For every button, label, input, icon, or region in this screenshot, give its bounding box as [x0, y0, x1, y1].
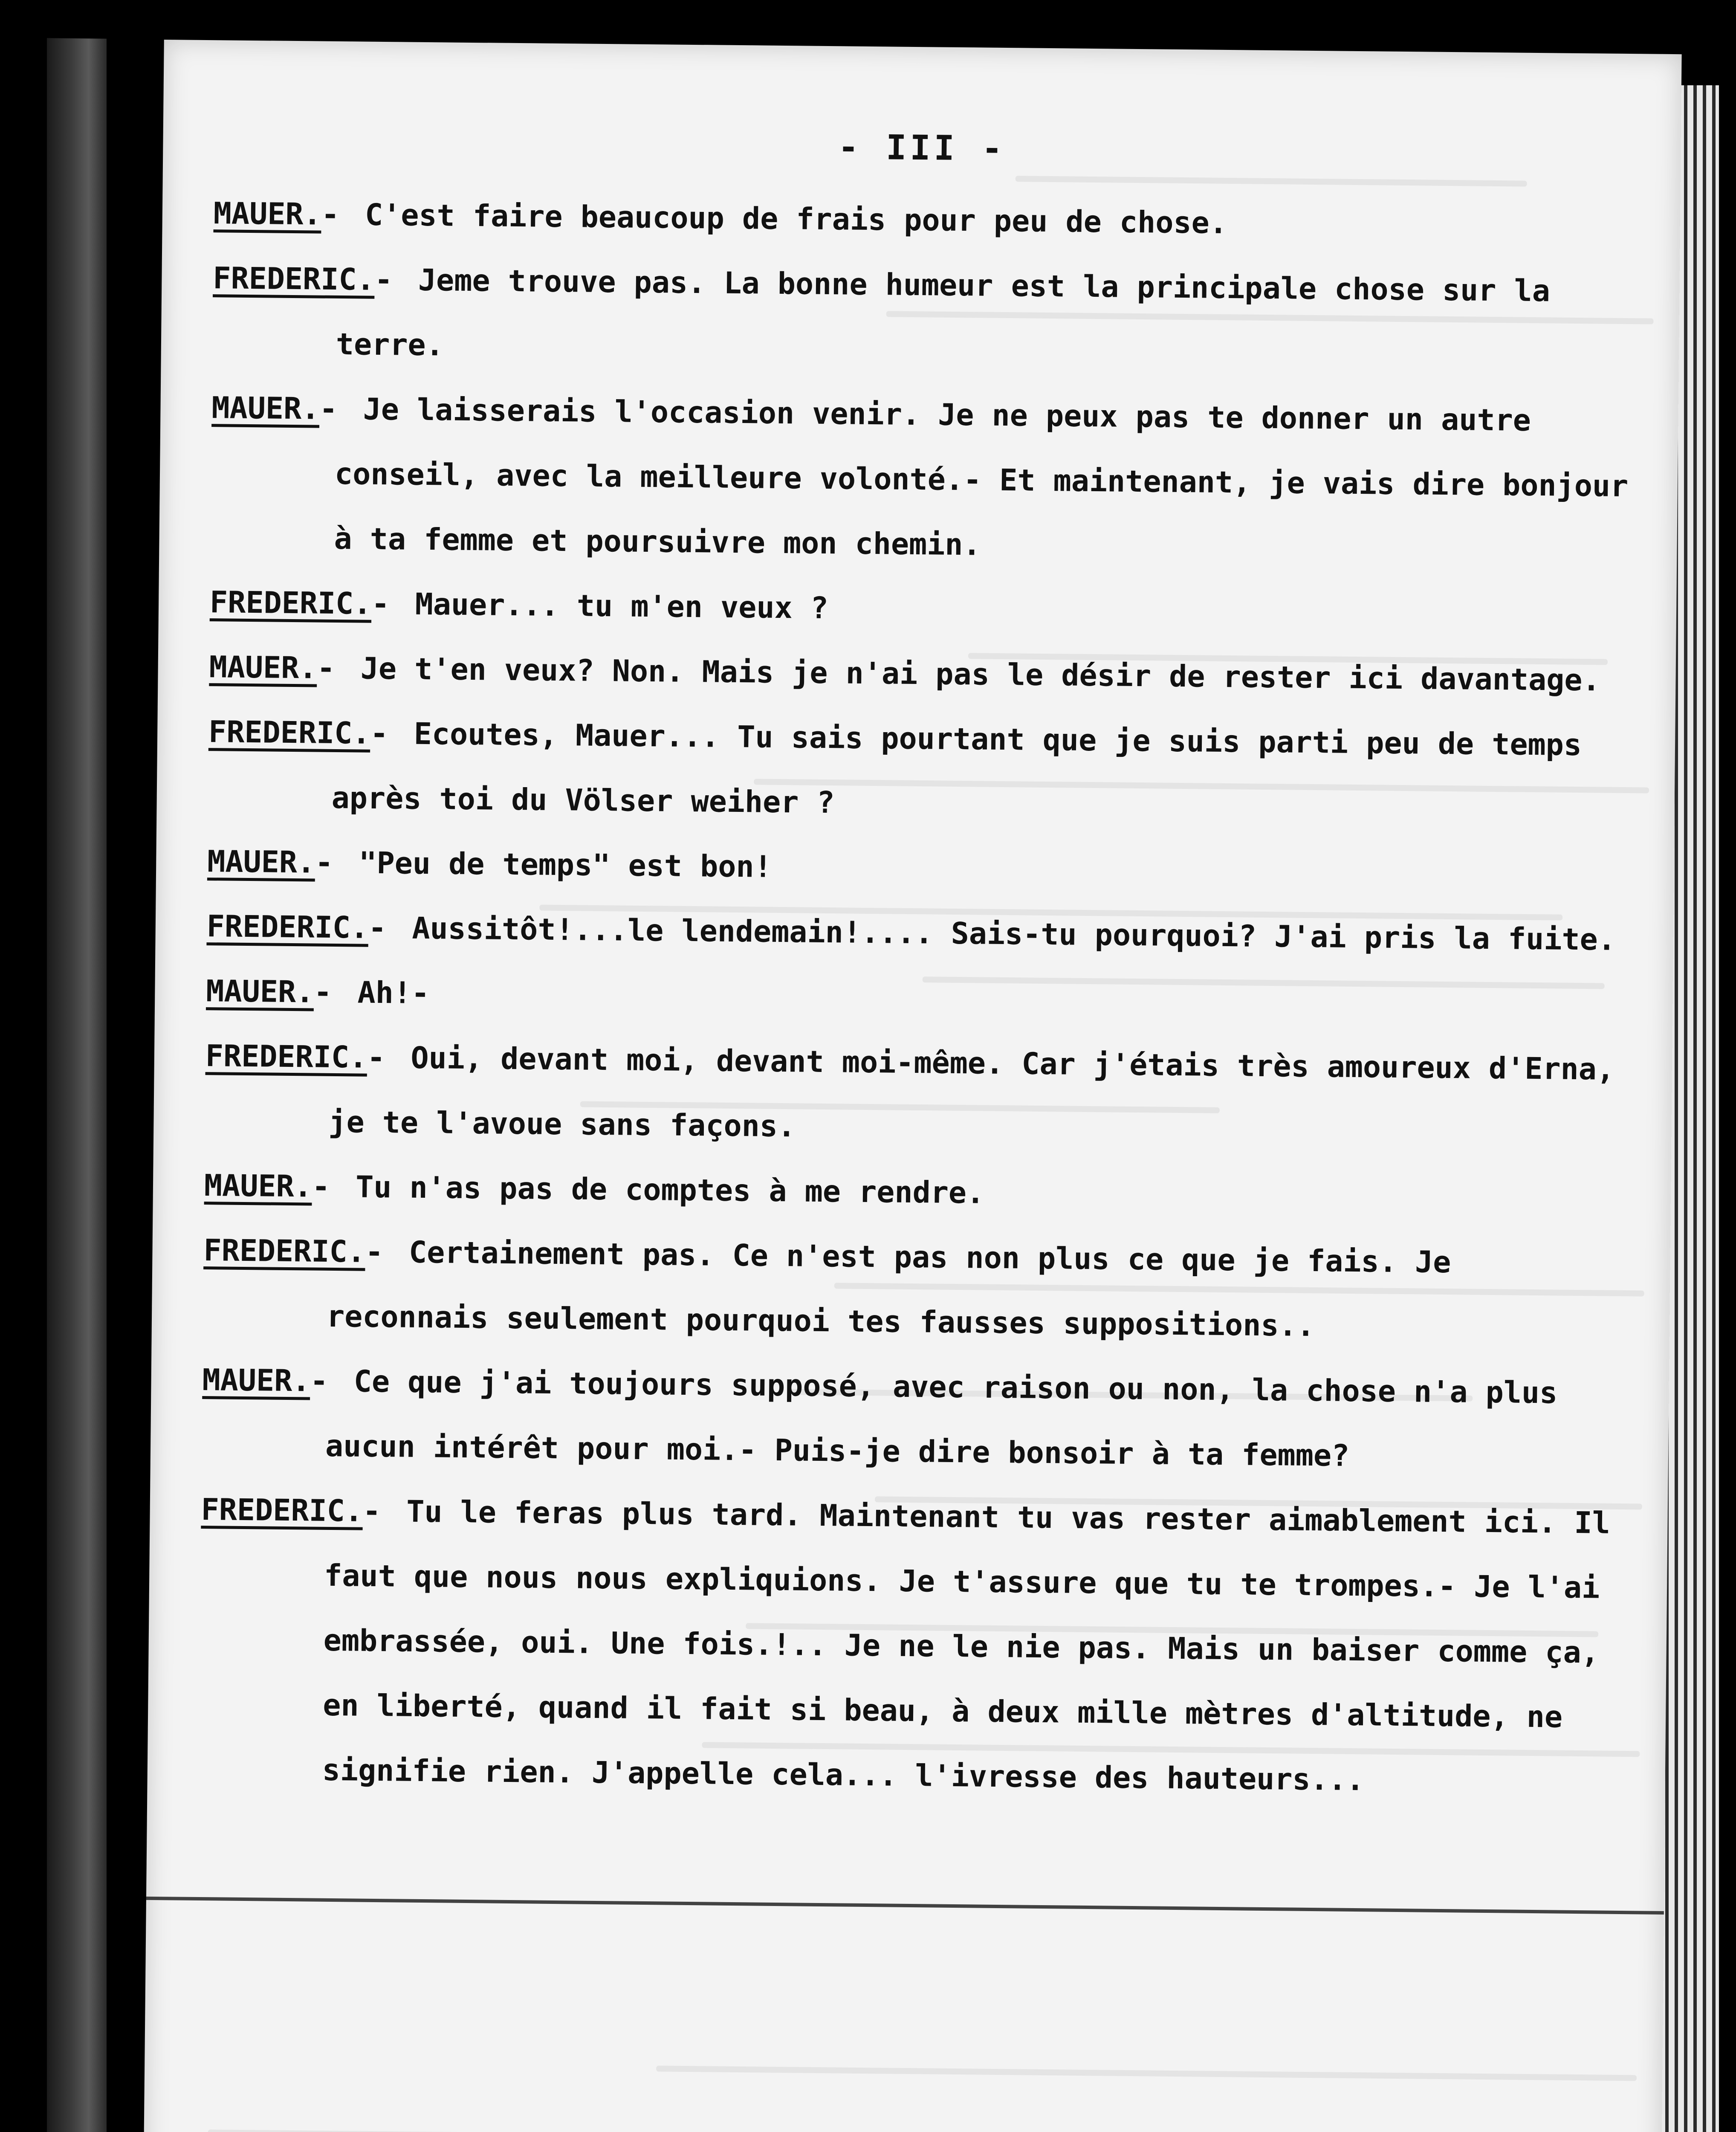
speaker-separator: - [319, 391, 338, 426]
dialogue-text: Je laisserais l'occasion venir. Je ne peux pas te donner un autre conseil, avec la meilleure volonté.- Et maintenant, je vais dire bonjour à ta femme et poursuivre mon chemin. [334, 391, 1629, 562]
dialogue-entry [203, 1218, 1628, 1361]
dialogue-text: "Peu de temps" est bon! [359, 845, 773, 884]
speaker-name: FREDERIC. [209, 585, 372, 621]
dialogue-text: Mauer... tu m'en veux ? [415, 586, 829, 626]
speaker-separator: - [310, 1363, 329, 1399]
speaker-name: MAUER. [207, 844, 315, 880]
speaker-separator: - [367, 1040, 385, 1075]
dialogue-text: Je t'en veux? Non. Mais je n'ai pas le désir de rester ici davantage. [360, 651, 1601, 698]
speaker-separator: - [368, 910, 387, 946]
dialogue-text: Jeme trouve pas. La bonne humeur est la principale chose sur la terre. [336, 262, 1551, 363]
speaker-separator: - [315, 845, 333, 880]
speaker-name: FREDERIC. [206, 909, 369, 945]
speaker-separator: - [374, 262, 393, 298]
speaker-separator: - [317, 650, 336, 686]
dialogue-text: Ce que j'ai toujours supposé, avec raison ou non, la chose n'a plus aucun intérêt pour moi.- Puis-je dire bonsoir à ta femme? [325, 1364, 1558, 1473]
speaker-name: MAUER. [213, 196, 322, 232]
typewritten-page [143, 40, 1681, 2132]
speaker-name: FREDERIC. [201, 1492, 363, 1529]
fold-line [146, 1897, 1664, 1915]
dialogue-block [198, 181, 1638, 1815]
speaker-separator: - [371, 586, 390, 622]
speaker-separator: - [321, 197, 340, 232]
speaker-separator: - [313, 974, 332, 1010]
dialogue-text: Ah!- [357, 975, 430, 1011]
speaker-name: MAUER. [209, 649, 317, 686]
dialogue-text: Certainement pas. Ce n'est pas non plus ce que je fais. Je reconnais seulement pourquoi tes fausses suppositions.. [326, 1234, 1451, 1344]
speaker-separator: - [365, 1234, 384, 1270]
dialogue-entry [205, 1023, 1630, 1167]
dialogue-text: C'est faire beaucoup de frais pour peu de chose. [365, 197, 1228, 240]
dialogue-entry [212, 246, 1637, 389]
speaker-name: FREDERIC. [213, 261, 375, 297]
dialogue-entry [198, 1477, 1625, 1815]
speaker-name: MAUER. [202, 1362, 310, 1399]
speaker-name: FREDERIC. [203, 1233, 366, 1269]
dialogue-entry [210, 375, 1636, 583]
speaker-name: MAUER. [204, 1168, 312, 1204]
dialogue-text: Oui, devant moi, devant moi-même. Car j'étais très amoureux d'Erna, je te l'avoue sans façons. [328, 1040, 1615, 1144]
dialogue-text: Ecoutes, Mauer... Tu sais pourtant que je suis parti peu de temps après toi du Völser weiher ? [331, 716, 1582, 820]
page-number: - III - [838, 127, 1006, 168]
book-spine-edge [47, 38, 107, 2132]
speaker-name: FREDERIC. [205, 1038, 367, 1075]
dialogue-text: Aussitôt!...le lendemain!.... Sais-tu pourquoi? J'ai pris la fuite. [412, 910, 1616, 957]
speaker-name: MAUER. [211, 390, 320, 426]
dialogue-entry [208, 699, 1633, 843]
speaker-separator: - [312, 1169, 330, 1204]
dialogue-text: Tu n'as pas de comptes à me rendre. [355, 1169, 985, 1211]
speaker-separator: - [370, 715, 389, 751]
speaker-separator: - [362, 1493, 381, 1529]
speaker-name: MAUER. [205, 973, 314, 1010]
dialogue-text: Tu le feras plus tard. Maintenant tu vas rester aimablement ici. Il faut que nous nous expliquions. Je t'assure que tu te trompes.- Je l'ai embrassée, oui. Une fois.!.. Je ne le nie pas. Mais un baiser comme ça, en liberté, quand il fait si beau, à deux mille mètres d'altitude, ne signifie rien. J'appelle cela... l'ivresse des hauteurs... [322, 1494, 1611, 1798]
speaker-name: FREDERIC. [208, 714, 370, 751]
dialogue-entry [201, 1347, 1626, 1491]
